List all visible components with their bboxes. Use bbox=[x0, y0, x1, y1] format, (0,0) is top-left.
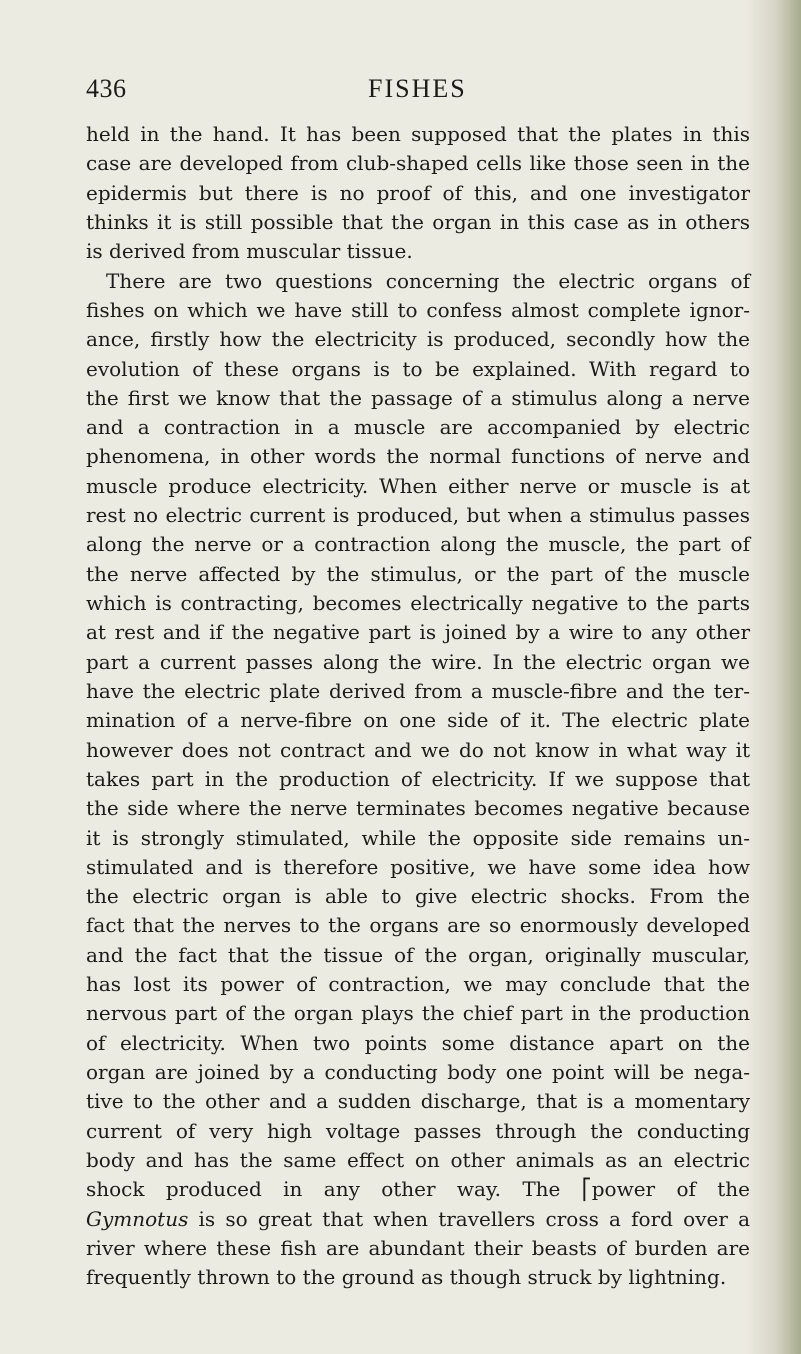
text-line: phenomena, in other words the normal functions of nerve and bbox=[86, 444, 750, 469]
text-line: mination of a nerve-fibre on one side of it. The electric plate bbox=[86, 708, 750, 733]
text-line: body and has the same effect on other animals as an electric bbox=[86, 1147, 750, 1172]
text-line: fact that the nerves to the organs are so enormously developed bbox=[86, 913, 750, 938]
text-line bbox=[86, 1205, 750, 1234]
text-line: takes part in the production of electricity. If we suppose that bbox=[86, 766, 750, 791]
text-line: have the electric plate derived from a muscle-fibre and the ter- bbox=[86, 678, 750, 703]
text-line: fishes on which we have still to confess almost complete ignor- bbox=[86, 297, 750, 322]
text-line: river where these fish are abundant their beasts of burden are bbox=[86, 1235, 750, 1260]
genus-name: Gymnotus bbox=[86, 1206, 189, 1231]
text-line: frequently thrown to the ground as though struck by lightning. bbox=[86, 1265, 727, 1290]
text-line: which is contracting, becomes electrically negative to the parts bbox=[86, 591, 750, 615]
text-line: shock produced in any other way. The ⎡power of the bbox=[86, 1177, 750, 1202]
text-line: has lost its power of contraction, we may conclude that the bbox=[86, 972, 750, 997]
text-line: organ are joined by a conducting body one point will be nega- bbox=[86, 1060, 750, 1084]
text-line: evolution of these organs is to be explained. With regard to bbox=[86, 356, 750, 381]
text-line: stimulated and is therefore positive, we have some idea how bbox=[86, 854, 750, 879]
text-line: the electric organ is able to give electric shocks. From the bbox=[86, 884, 750, 909]
text-line: ance, firstly how the electricity is produced, secondly how the bbox=[86, 327, 750, 352]
text-line: rest no electric current is produced, but when a stimulus passes bbox=[86, 503, 750, 528]
genus-line-rest: is so great that when travellers cross a ford over a bbox=[188, 1206, 750, 1231]
text-line: along the nerve or a contraction along the muscle, the part of bbox=[86, 532, 750, 557]
text-line: held in the hand. It has been supposed that the plates in this bbox=[86, 122, 750, 146]
text-line: however does not contract and we do not know in what way it bbox=[86, 737, 750, 762]
body-text bbox=[86, 120, 750, 1293]
text-line: the first we know that the passage of a stimulus along a nerve bbox=[86, 385, 750, 410]
text-line: nervous part of the organ plays the chief part in the production bbox=[86, 1001, 750, 1026]
text-line: is derived from muscular tissue. bbox=[86, 239, 413, 264]
text-line: There are two questions concerning the electric organs of bbox=[106, 268, 750, 293]
text-line: current of very high voltage passes through the conducting bbox=[86, 1118, 750, 1143]
text-line: muscle produce electricity. When either nerve or muscle is at bbox=[86, 473, 750, 498]
page-number: 436 bbox=[86, 74, 127, 103]
text-line: and a contraction in a muscle are accompanied by electric bbox=[86, 415, 750, 440]
text-line: epidermis but there is no proof of this, and one investigator bbox=[86, 180, 750, 205]
running-head: FISHES bbox=[368, 74, 467, 103]
text-line: part a current passes along the wire. In the electric organ we bbox=[86, 649, 750, 674]
page-header bbox=[86, 74, 726, 114]
text-line: the side where the nerve terminates becomes negative because bbox=[86, 796, 750, 821]
text-line: at rest and if the negative part is joined by a wire to any other bbox=[86, 620, 750, 645]
text-line: tive to the other and a sudden discharge, that is a momentary bbox=[86, 1089, 750, 1114]
text-line: case are developed from club-shaped cells like those seen in the bbox=[86, 151, 750, 176]
text-line: it is strongly stimulated, while the opposite side remains un- bbox=[86, 825, 750, 850]
text-line: and the fact that the tissue of the organ, originally muscular, bbox=[86, 942, 750, 967]
text-line: of electricity. When two points some distance apart on the bbox=[86, 1030, 750, 1055]
text-line: thinks it is still possible that the organ in this case as in others bbox=[86, 209, 750, 234]
text-line: the nerve affected by the stimulus, or the part of the muscle bbox=[86, 561, 750, 586]
